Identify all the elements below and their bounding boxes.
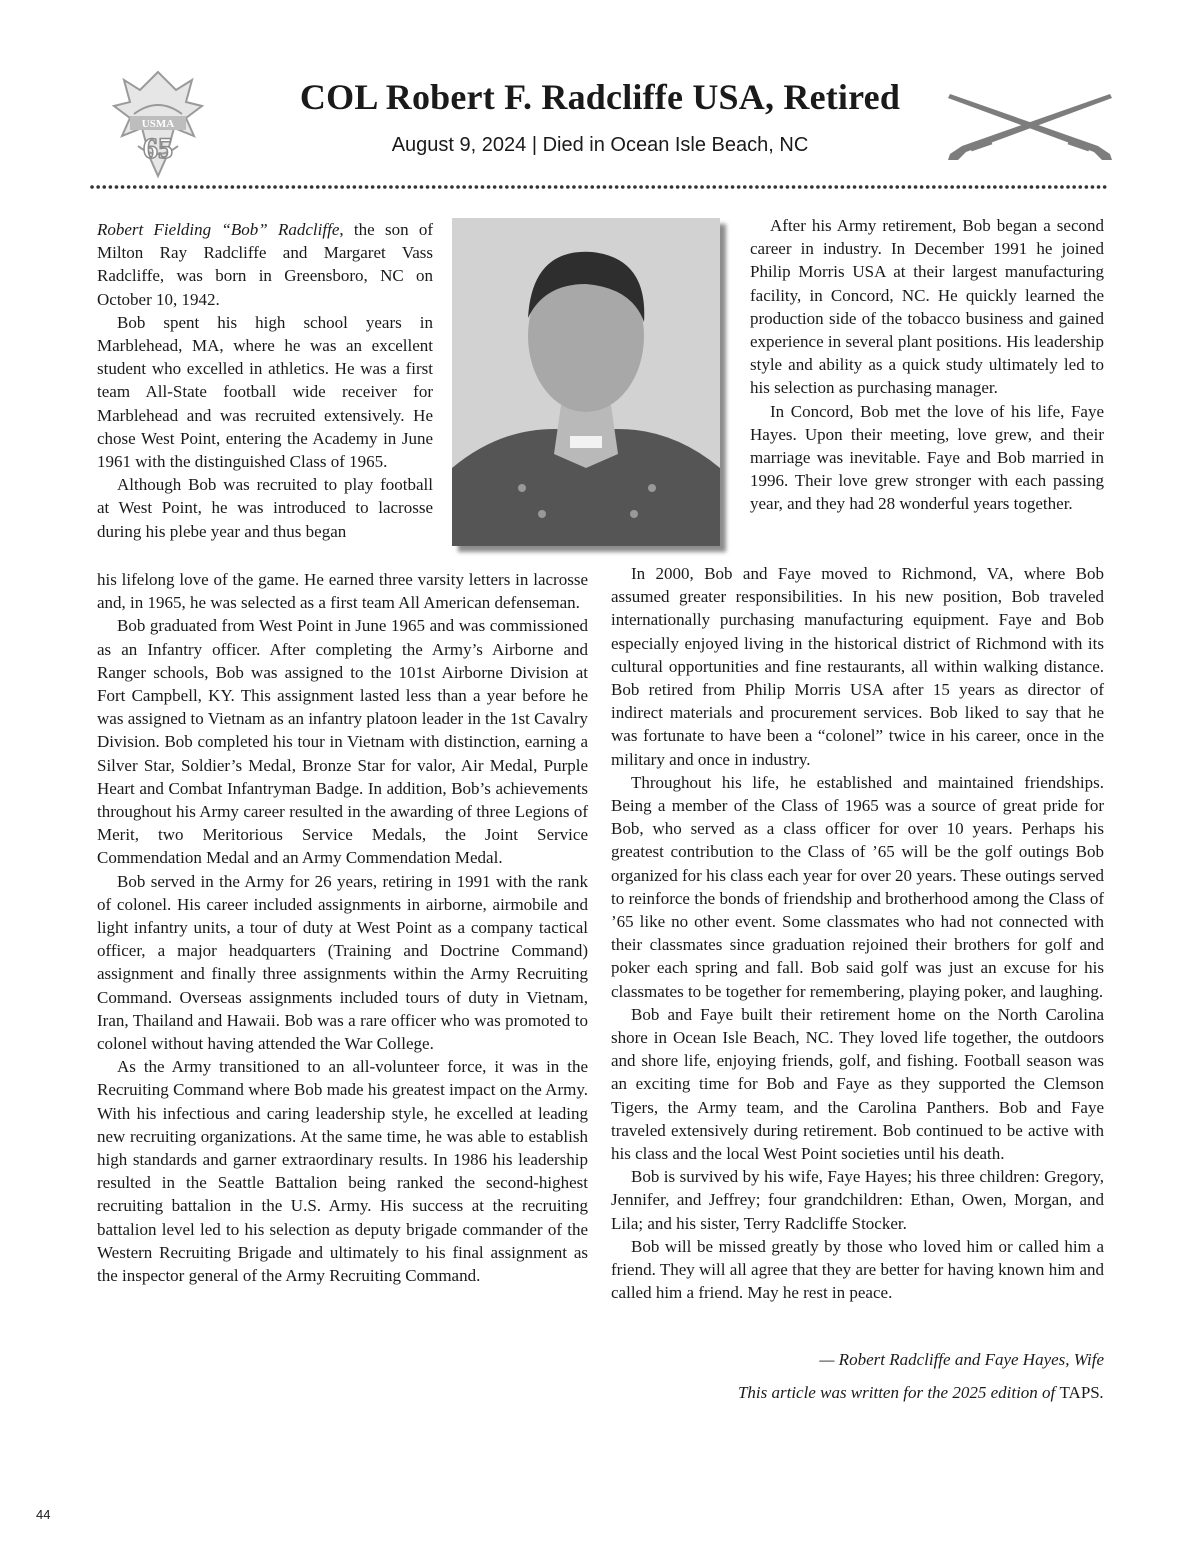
paragraph-farewell: Bob will be missed greatly by those who loved him or called him a friend. They will all agree that they are better for having known him and called him a friend. May he rest in peace.	[611, 1236, 1104, 1303]
paragraph-lacrosse-cont: his lifelong love of the game. He earned three varsity letters in lacrosse and, in 1965, he was selected as a first team All American defenseman.	[97, 570, 588, 613]
publication-name: TAPS	[1059, 1383, 1100, 1402]
subject-name: Robert Fielding “Bob” Radcliffe	[97, 220, 340, 239]
page-title: COL Robert F. Radcliffe USA, Retired	[299, 77, 901, 117]
left-column-bottom	[97, 568, 588, 1287]
paragraph-recruiting: As the Army transitioned to an all-volunteer force, it was in the Recruiting Command where Bob made his greatest impact on the Army. With his infectious and caring leadership style, he excelled at leading new recruiting organizations. At the same time, he was able to establish high standards and garner extraordinary results. In 1986 his leadership resulted in the Seattle Battalion being ranked the second-highest recruiting battalion in the U.S. Army. His success at the recruiting battalion level led to his selection as deputy brigade commander of the Western Recruiting Brigade and ultimately to his final assignment as the inspector general of the Army Recruiting Command.	[97, 1057, 588, 1286]
paragraph-survivors: Bob is survived by his wife, Faye Hayes; his three children: Gregory, Jennifer, and Jeffrey; four grandchildren: Ethan, Owen, Morgan, and Lila; and his sister, Terry Radcliffe Stocker.	[611, 1167, 1104, 1233]
paragraph-marriage: In Concord, Bob met the love of his life, Faye Hayes. Upon their meeting, love grew, and their marriage was inevitable. Faye and Bob married in 1996. Their love grew stronger with each passing year, and they had 28 wonderful years together.	[750, 401, 1104, 514]
paragraph-friendships: Throughout his life, he established and maintained friendships. Being a member of the Class of 1965 was a source of great pride for Bob, who served as a class officer for over 10 years. Perhaps his greatest contribution to the Class of ’65 will be the golf outings Bob organized for his class each year for over 20 years. These outings served to reinforce the bonds of friendship and brotherhood among the Class of ’65 like no other event. Some classmates who had not connected with their classmates since graduation rejoined their brothers for golf and poker each spring and fall. Bob said golf was just an excuse for his classmates to be together for remembering, playing poker, and laughing.	[611, 772, 1104, 1001]
right-column-top	[750, 214, 1104, 516]
paragraph-second-career: After his Army retirement, Bob began a second career in industry. In December 1991 he joined Philip Morris USA at their largest manufacturing facility, in Concord, NC. He quickly learned the production side of the tobacco business and gained experience in several plant positions. His leadership style and ability as a quick study ultimately led to his selection as purchasing manager.	[750, 216, 1104, 398]
crossed-rifles-icon	[944, 84, 1116, 160]
article-note: This article was written for the 2025 edition of TAPS.	[737, 1383, 1104, 1402]
paragraph-commission: Bob graduated from West Point in June 1965 and was commissioned as an Infantry officer. After completing the Army’s Airborne and Ranger schools, Bob was assigned to the 101st Airborne Division at Fort Campbell, KY. This assignment lasted less than a year before he was assigned to Vietnam as an infantry platoon leader in the 1st Cavalry Division. Bob completed his tour in Vietnam with distinction, earning a Silver Star, Soldier’s Medal, Bronze Star for valor, Air Medal, Purple Heart and Combat Infantryman Badge. In addition, Bob’s achievements throughout his Army career resulted in the awarding of three Legions of Merit, two Meritorious Service Medals, the Joint Service Commendation Medal and an Army Commendation Medal.	[97, 616, 588, 868]
page-subtitle: August 9, 2024 | Died in Ocean Isle Beach, NC	[391, 134, 809, 156]
right-column-bottom	[611, 562, 1104, 1305]
paragraph-retirement-home: Bob and Faye built their retirement home on the North Carolina shore in Ocean Isle Beach, NC. They loved life together, the outdoors and shore life, enjoying friends, golf, and fishing. Football season was an exciting time for Bob and Faye as they supported the Clemson Tigers, the Army team, and the Carolina Panthers. Bob and Faye traveled extensively during retirement. Bob continued to be active with his class and the local West Point societies until his death.	[611, 1004, 1104, 1164]
paragraph-richmond: In 2000, Bob and Faye moved to Richmond, VA, where Bob assumed greater responsibilities. In his new position, Bob traveled internationally purchasing manufacturing equipment. Faye and Bob especially enjoyed living in the historical district of Richmond with its cultural opportunities and fine restaurants, all within walking distance. Bob retired from Philip Morris USA after 15 years as director of indirect materials and procurement services. Bob liked to say that he was fortunate to have been a “colonel” twice in his career, once in the military and once in industry.	[611, 564, 1104, 769]
left-column-top	[97, 218, 433, 543]
paragraph-lacrosse-start: Although Bob was recruited to play football at West Point, he was introduced to lacrosse during his plebe year and thus began	[97, 475, 433, 541]
paragraph-career: Bob served in the Army for 26 years, retiring in 1991 with the rank of colonel. His career included assignments in airborne, airmobile and light infantry units, a tour of duty at West Point as a company tactical officer, a major headquarters (Training and Doctrine Command) assignment and finally three assignments within the Army Recruiting Command. Overseas assignments included tours of duty in Vietnam, Iran, Thailand and Hawaii. Bob was a rare officer who was promoted to colonel without having attended the War College.	[97, 871, 588, 1054]
crest-text-top: USMA	[141, 118, 175, 130]
portrait-photo	[452, 218, 720, 546]
paragraph-intro: Robert Fielding “Bob” Radcliffe, the son of Milton Ray Radcliffe and Margaret Vass Radcliffe, was born in Greensboro, NC on October 10, 1942.	[97, 220, 434, 309]
page-number: 44	[36, 1507, 51, 1522]
signature: — Robert Radcliffe and Faye Hayes, Wife	[819, 1350, 1104, 1369]
crest-text-year: 65	[143, 132, 173, 165]
header-divider	[90, 184, 1112, 190]
paragraph-high-school: Bob spent his high school years in Marblehead, MA, where he was an excellent student who excelled in athletics. He was a first team All-State football wide receiver for Marblehead and was recruited extensively. He chose West Point, entering the Academy in June 1961 with the distinguished Class of 1965.	[97, 312, 433, 472]
